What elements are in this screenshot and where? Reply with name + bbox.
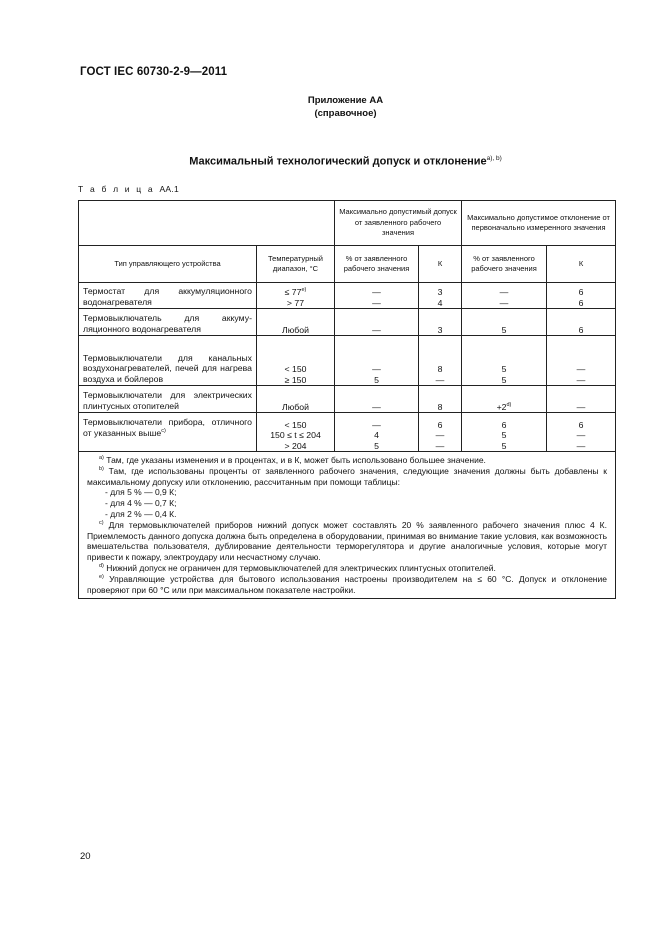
row-pct-declared <box>335 336 419 386</box>
table-row <box>79 309 616 336</box>
row-pct-declared: — <box>335 386 419 413</box>
cell-value: — <box>435 430 445 440</box>
temp-value: > 77 <box>286 297 305 308</box>
table-row <box>79 283 616 309</box>
row-temp <box>257 283 335 309</box>
column-header-k-declared: К <box>419 246 462 283</box>
footnote-mark: e) <box>99 573 104 580</box>
table-row <box>79 336 616 386</box>
cell-value: 6 <box>578 287 584 297</box>
cell-value: 5 <box>501 374 507 385</box>
appendix-subtitle: (справочное) <box>314 108 377 119</box>
note-a <box>87 455 607 466</box>
table-caption-label: Т а б л и ц а <box>78 184 155 194</box>
row-device <box>79 413 257 452</box>
temp-value <box>261 287 330 298</box>
row-k-measured: 6 <box>547 309 616 336</box>
cell-value: 5 <box>501 430 507 440</box>
row-device: Термовыключатели для электрических плинтусных отопителей <box>79 386 257 413</box>
footnote-mark: e) <box>301 287 307 294</box>
appendix-title: Приложение АА <box>307 95 384 106</box>
row-pct-measured <box>462 283 547 309</box>
column-header-device: Тип управляющего устройства <box>79 246 257 283</box>
table-notes <box>79 452 616 599</box>
cell-value: 4 <box>374 430 379 440</box>
footnote-mark: c) <box>161 427 166 434</box>
row-device: Термовыключатели для канальных воздухонагревателей, печей для нагрева воздуха и бойлеров <box>79 336 257 386</box>
note-c <box>87 520 607 563</box>
cell-value: — <box>372 364 381 374</box>
document-header: ГОСТ IEC 60730-2-9—2011 <box>80 66 228 78</box>
row-temp <box>257 336 335 386</box>
cell-value: 150 ≤ t ≤ 204 <box>270 430 321 440</box>
row-k-declared <box>419 283 462 309</box>
note-text: Там, где использованы проценты от заявленного рабочего значения, следующие значения должны быть добавлены к максимальному допуску или отклонению, рассчитанным при помощи таблицы: <box>87 465 607 487</box>
row-pct-measured <box>462 386 547 413</box>
group-header-measured: Максимально допустимое отклонение от первоначально измеренного значения <box>462 201 616 246</box>
row-pct-declared <box>335 283 419 309</box>
row-device: Термостат для аккумуляционного водонагревателя <box>79 283 257 309</box>
row-k-declared <box>419 413 462 452</box>
note-b-item: - для 2 % — 0,4 К. <box>105 508 177 519</box>
cell-value: 6 <box>578 419 584 430</box>
note-e <box>87 574 607 596</box>
tolerance-table <box>78 200 616 599</box>
cell-value: < 150 <box>284 364 307 374</box>
section-title-text: Максимальный технологический допуск и отклонение <box>189 155 487 168</box>
table-notes-row <box>79 452 616 599</box>
column-header-temp: Температурный диапазон, °С <box>257 246 335 283</box>
empty-header-cell <box>79 201 335 246</box>
note-text: Управляющие устройства для бытового использования настроены производителем на ≤ 60 °С. Допуск и отклонение проверяют при 60 °С или при максимальном показателе настройки. <box>87 573 607 595</box>
cell-value: — <box>576 374 586 385</box>
cell-value: — <box>499 297 509 308</box>
cell-value: — <box>576 364 586 374</box>
cell-value: ≥ 150 <box>284 374 307 385</box>
cell-value: 5 <box>374 374 379 385</box>
cell-value: — <box>435 440 445 451</box>
row-pct-measured <box>462 413 547 452</box>
group-header-declared: Максимально допустимый допуск от заявленного рабочего значения <box>335 201 462 246</box>
row-k-measured <box>547 283 616 309</box>
row-pct-measured: 5 <box>462 309 547 336</box>
table-caption <box>78 184 179 194</box>
row-temp <box>257 413 335 452</box>
cell-value: — <box>576 430 586 440</box>
row-pct-declared <box>335 413 419 452</box>
note-b-item: - для 5 % — 0,9 К; <box>105 487 177 498</box>
cell-value: 5 <box>374 440 379 451</box>
cell-value: 5 <box>501 364 507 374</box>
note-b-item: - для 4 % — 0,7 К; <box>105 498 177 509</box>
row-pct-declared: — <box>335 309 419 336</box>
cell-value: 3 <box>437 287 443 297</box>
column-header-pct-measured: % от заявленного рабочего значения <box>462 246 547 283</box>
cell-value: — <box>435 374 445 385</box>
table-row <box>79 413 616 452</box>
row-k-measured <box>547 413 616 452</box>
row-k-measured <box>547 336 616 386</box>
row-k-declared: 8 <box>419 386 462 413</box>
page-number: 20 <box>80 851 91 862</box>
row-temp: Любой <box>257 386 335 413</box>
section-title-footnote-marks: a), b) <box>486 155 502 162</box>
cell-value: — <box>372 287 381 297</box>
row-k-measured: — <box>547 386 616 413</box>
cell-value: — <box>372 419 381 430</box>
row-device: Термовыключатель для аккумуляционного водонагревателя <box>79 309 257 336</box>
table-column-header-row <box>79 246 616 283</box>
note-text: Там, где указаны изменения и в процентах, и в К, может быть использовано большее значение. <box>106 455 486 465</box>
note-text: Для термовыключателей приборов нижний допуск может составлять 20 % заявленного рабочего значения плюс 4 К. Приемлемость данного допуска должна быть определена в оборудовании, принимая во внимание такие условия, как возможность вмешательства пользователя, дублирование деятельности терморегулятора и другие аналогичные условия, которые могут привести к пожару, электроудару или несчастному случаю. <box>87 519 607 563</box>
cell-value: 5 <box>501 440 507 451</box>
cell-value: — <box>576 440 586 451</box>
cell-value: > 204 <box>284 440 307 451</box>
note-b <box>87 466 607 488</box>
footnote-mark: c) <box>99 519 104 526</box>
cell-value: 6 <box>578 297 584 308</box>
temp-value-text: ≤ 77 <box>284 287 302 297</box>
column-header-pct-declared: % от заявленного рабочего значения <box>335 246 419 283</box>
note-d <box>87 563 607 574</box>
cell-value: +2 <box>496 401 507 412</box>
cell-value: 4 <box>437 297 443 308</box>
footnote-mark: d) <box>506 401 512 408</box>
cell-value: 6 <box>501 419 507 430</box>
table-caption-number: АА.1 <box>159 184 180 194</box>
footnote-mark: a) <box>99 455 104 462</box>
row-k-declared: 3 <box>419 309 462 336</box>
row-pct-measured <box>462 336 547 386</box>
row-k-declared <box>419 336 462 386</box>
cell-value: 6 <box>437 419 443 430</box>
note-text: Нижний допуск не ограничен для термовыключателей для электрических плинтусных отопителей. <box>106 562 496 573</box>
cell-value: — <box>499 287 509 297</box>
cell-value: — <box>372 297 381 308</box>
table-row <box>79 386 616 413</box>
cell-value: < 150 <box>284 419 307 430</box>
footnote-mark: d) <box>99 563 104 570</box>
column-header-k-measured: К <box>547 246 616 283</box>
row-device-text: Термовыключатели прибора, отличного от указанных выше <box>83 417 252 438</box>
footnote-mark: b) <box>99 465 104 472</box>
row-temp: Любой <box>257 309 335 336</box>
cell-value: 8 <box>437 364 443 374</box>
section-title <box>0 155 661 168</box>
table-group-header-row <box>79 201 616 246</box>
